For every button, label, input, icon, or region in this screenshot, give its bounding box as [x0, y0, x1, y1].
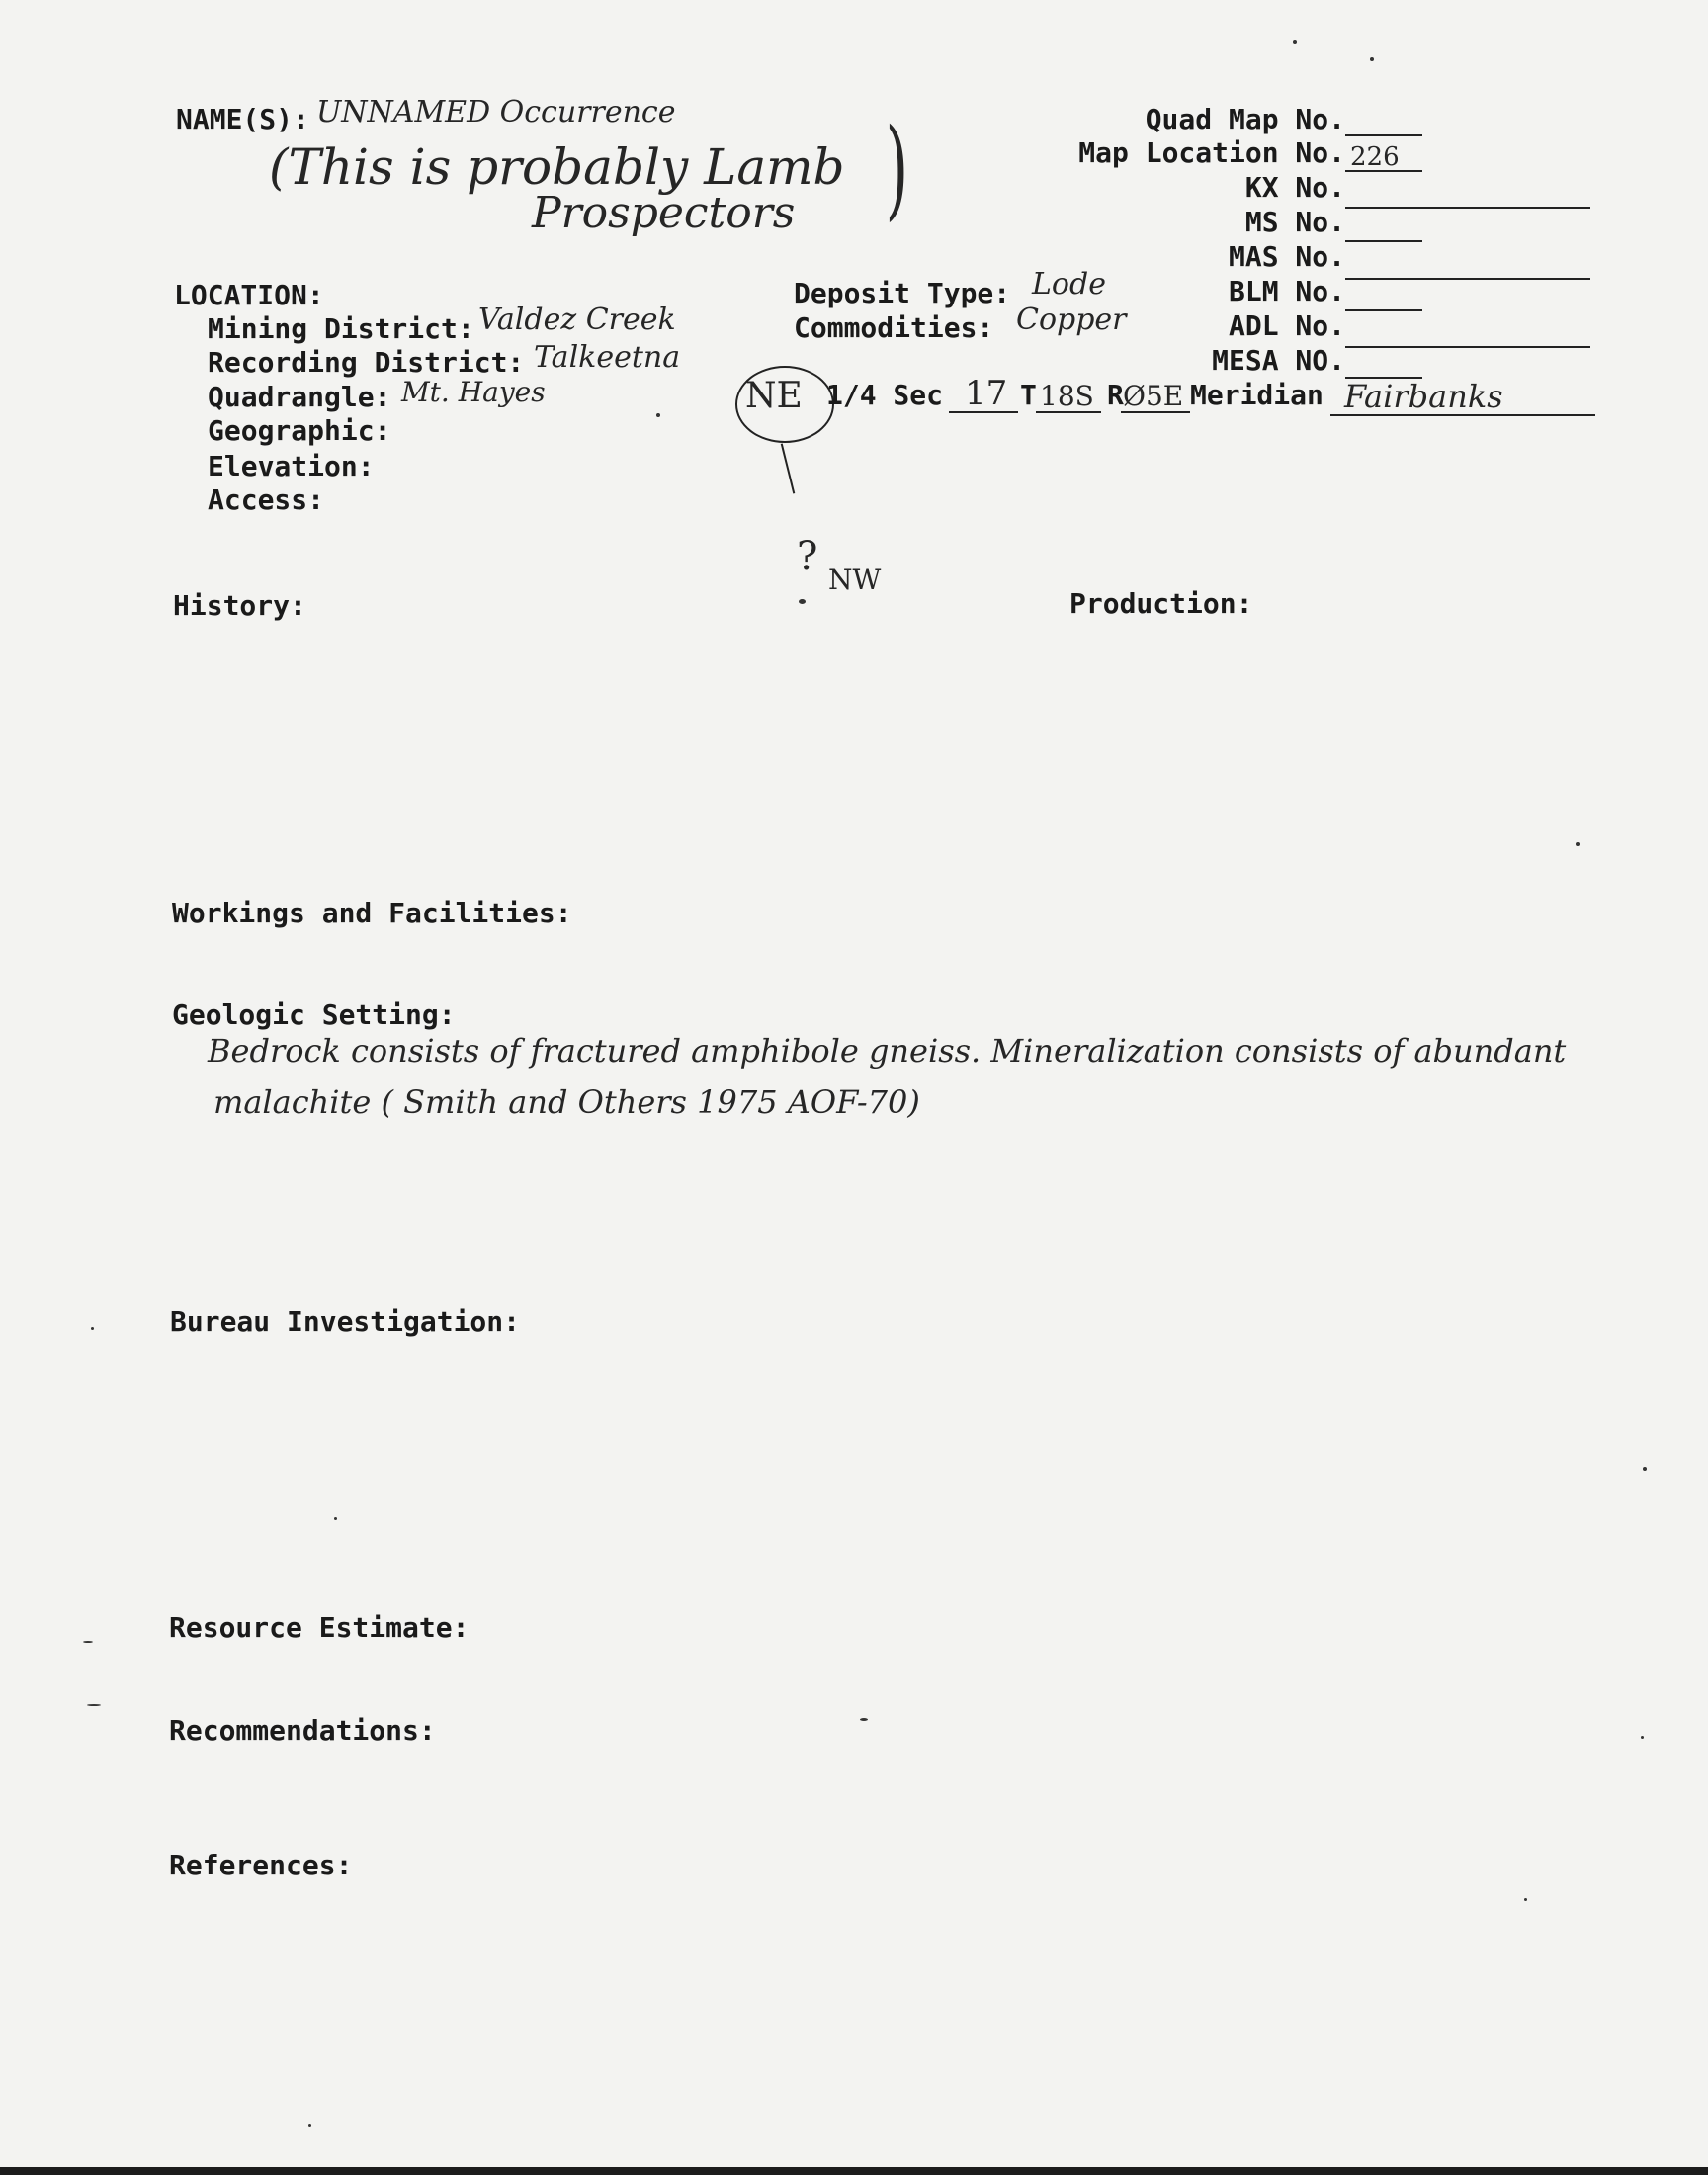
meridian-label: Meridian	[1190, 379, 1324, 411]
kx-label: KX No.	[1244, 171, 1345, 204]
location-heading: LOCATION:	[174, 279, 324, 311]
deposit-type-label: Deposit Type:	[794, 277, 1011, 309]
geologic-text-line2: malachite ( Smith and Others 1975 AOF-70)	[214, 1084, 920, 1121]
names-handwritten-line2: (This is probably Lamb	[269, 138, 845, 196]
scan-speck	[83, 1641, 93, 1643]
section-value: 17	[965, 374, 1008, 413]
pen-stroke	[781, 444, 796, 494]
geologic-label: Geologic Setting:	[172, 999, 456, 1031]
range-label: R	[1107, 379, 1124, 411]
quarter-label: 1/4 Sec	[826, 379, 944, 411]
scan-speck	[1641, 1736, 1644, 1739]
section-line	[949, 411, 1018, 413]
production-label: Production:	[1069, 587, 1253, 620]
kx-line	[1345, 207, 1590, 209]
scan-bottom-edge	[0, 2167, 1708, 2175]
commodities-value: Copper	[1016, 303, 1127, 337]
elevation-label: Elevation:	[208, 450, 375, 482]
resource-label: Resource Estimate:	[169, 1611, 470, 1644]
township-label: T	[1020, 379, 1037, 411]
adl-label: ADL No.	[1228, 309, 1345, 342]
bureau-label: Bureau Investigation:	[170, 1305, 521, 1338]
mining-district-label: Mining District:	[208, 312, 474, 345]
names-handwritten-line3: Prospectors	[532, 188, 796, 238]
blm-label: BLM No.	[1228, 275, 1345, 307]
ms-label: MS No.	[1244, 206, 1345, 238]
meridian-value: Fairbanks	[1344, 378, 1503, 415]
map-location-value: 226	[1350, 142, 1400, 172]
quarter-value: NE	[745, 376, 803, 416]
references-label: References:	[169, 1849, 353, 1881]
blm-line	[1345, 309, 1422, 311]
scan-speck	[1370, 57, 1374, 61]
recording-district-label: Recording District:	[208, 346, 525, 379]
township-value: 18S	[1040, 380, 1094, 412]
meridian-line	[1330, 414, 1595, 416]
workings-label: Workings and Facilities:	[172, 897, 572, 929]
scan-speck	[308, 2124, 311, 2127]
geologic-text-line1: Bedrock consists of fractured amphibole gneiss. Mineralization consists of abundant	[208, 1032, 1567, 1070]
quadrangle-label: Quadrangle:	[208, 381, 391, 413]
range-line	[1121, 411, 1190, 413]
scan-speck	[1643, 1467, 1647, 1471]
recording-district-value: Talkeetna	[534, 340, 681, 375]
names-handwritten-line1: UNNAMED Occurrence	[316, 95, 676, 130]
mining-district-value: Valdez Creek	[478, 303, 676, 337]
history-label: History:	[173, 589, 306, 622]
quad-map-label: Quad Map No.	[1145, 103, 1345, 135]
scan-speck	[1524, 1898, 1527, 1901]
adl-line	[1345, 346, 1590, 348]
scan-speck	[334, 1517, 337, 1520]
commodities-label: Commodities:	[794, 311, 994, 344]
names-label: NAME(S):	[176, 103, 309, 135]
names-handwritten-paren: )	[885, 105, 909, 231]
recommendations-label: Recommendations:	[169, 1714, 436, 1747]
scan-speck	[656, 413, 660, 417]
map-location-label: Map Location No.	[1078, 136, 1345, 169]
annotation-question: ?	[797, 534, 818, 579]
ms-line	[1345, 240, 1422, 242]
range-value: Ø5E	[1123, 380, 1184, 412]
scan-speck	[87, 1704, 101, 1706]
annotation-nw: NW	[828, 564, 882, 596]
scan-speck	[1576, 842, 1580, 846]
scan-speck	[1293, 40, 1297, 44]
geographic-label: Geographic:	[208, 414, 391, 447]
mas-label: MAS No.	[1228, 240, 1345, 273]
quadrangle-value: Mt. Hayes	[401, 376, 546, 408]
quad-map-line	[1345, 134, 1422, 136]
map-location-line	[1345, 170, 1422, 172]
scan-speck	[860, 1718, 868, 1721]
access-label: Access:	[208, 483, 325, 516]
scan-speck	[91, 1327, 94, 1330]
mas-line	[1345, 278, 1590, 280]
ink-mark	[799, 599, 806, 604]
mesa-label: MESA NO.	[1212, 344, 1345, 377]
deposit-type-value: Lode	[1032, 267, 1106, 302]
township-line	[1036, 411, 1101, 413]
